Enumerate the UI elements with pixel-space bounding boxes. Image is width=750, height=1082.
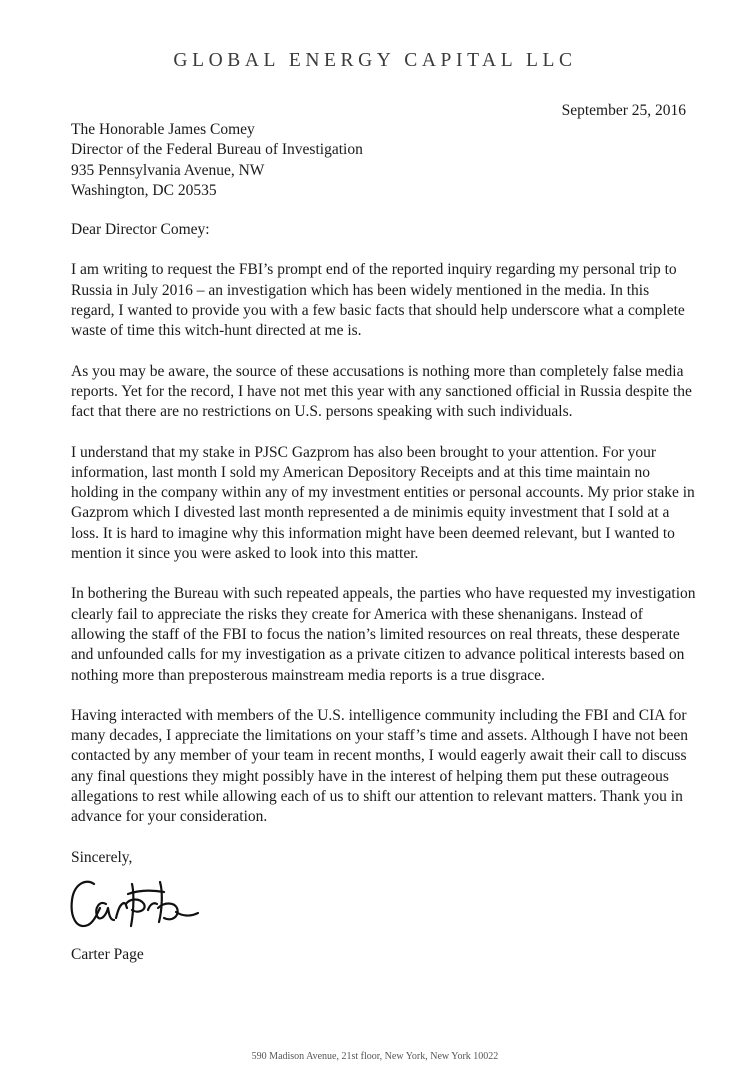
letterhead-footer-address: 590 Madison Avenue, 21st floor, New York, New York 10022 (251, 1051, 499, 1062)
body-paragraph: I am writing to request the FBI’s prompt end of the reported inquiry regarding my personal trip to Russia in July 2016 – an investigation which has been widely mentioned in the media. In this regard, I wanted to provide you with a few basic facts that should help underscore what a complete waste of time this witch-hunt directed at me is. (71, 261, 685, 340)
recipient-title: Director of the Federal Bureau of Investigation (71, 141, 363, 159)
recipient-name: The Honorable James Comey (71, 121, 255, 138)
letter-date: September 25, 2016 (561, 102, 686, 119)
recipient-street: 935 Pennsylvania Avenue, NW (71, 161, 265, 179)
recipient-address (71, 120, 696, 201)
letter-body (71, 120, 696, 868)
body-paragraph: Having interacted with members of the U.S. intelligence community including the FBI and CIA for many decades, I appreciate the limitations on your staff’s time and assets. Although I have not been contacted by any member of your team in recent months, I would eagerly await their call to discuss any final questions they might possibly have in the interest of helping them put these outrageous allegations to rest while allowing each of us to shift our attention to relevant matters. Thank you in advance for your consideration. (71, 706, 688, 826)
body-paragraph: I understand that my stake in PJSC Gazprom has also been brought to your attention. For your information, last month I sold my American Depository Receipts and at this time maintain no holding in the company within any of my investment entities or personal accounts. My prior stake in Gazprom which I divested last month represented a de minimis equity investment that I sold at a loss. It is hard to imagine why this information might have been deemed relevant, but I wanted to mention it since you were asked to look into this matter. (71, 443, 695, 563)
handwritten-signature (64, 870, 204, 936)
closing: Sincerely, (71, 848, 133, 866)
salutation: Dear Director Comey: (71, 221, 210, 239)
letterhead-company-name: GLOBAL ENERGY CAPITAL LLC (173, 50, 577, 71)
recipient-city: Washington, DC 20535 (71, 181, 217, 199)
body-paragraph: In bothering the Bureau with such repeated appeals, the parties who have requested my investigation clearly fail to appreciate the risks they create for America with these shenanigans. Instead of allowing the staff of the FBI to focus the nation’s limited resources on real threats, these desperate and unfounded calls for my investigation as a private citizen to advance political interests based on nothing more than preposterous mainstream media reports is a true disgrace. (71, 585, 696, 684)
signer-name: Carter Page (71, 946, 144, 963)
body-paragraph: As you may be aware, the source of these accusations is nothing more than completely false media reports. Yet for the record, I have not met this year with any sanctioned official in Russia despite the fact that there are no restrictions on U.S. persons speaking with such individuals. (71, 362, 692, 421)
